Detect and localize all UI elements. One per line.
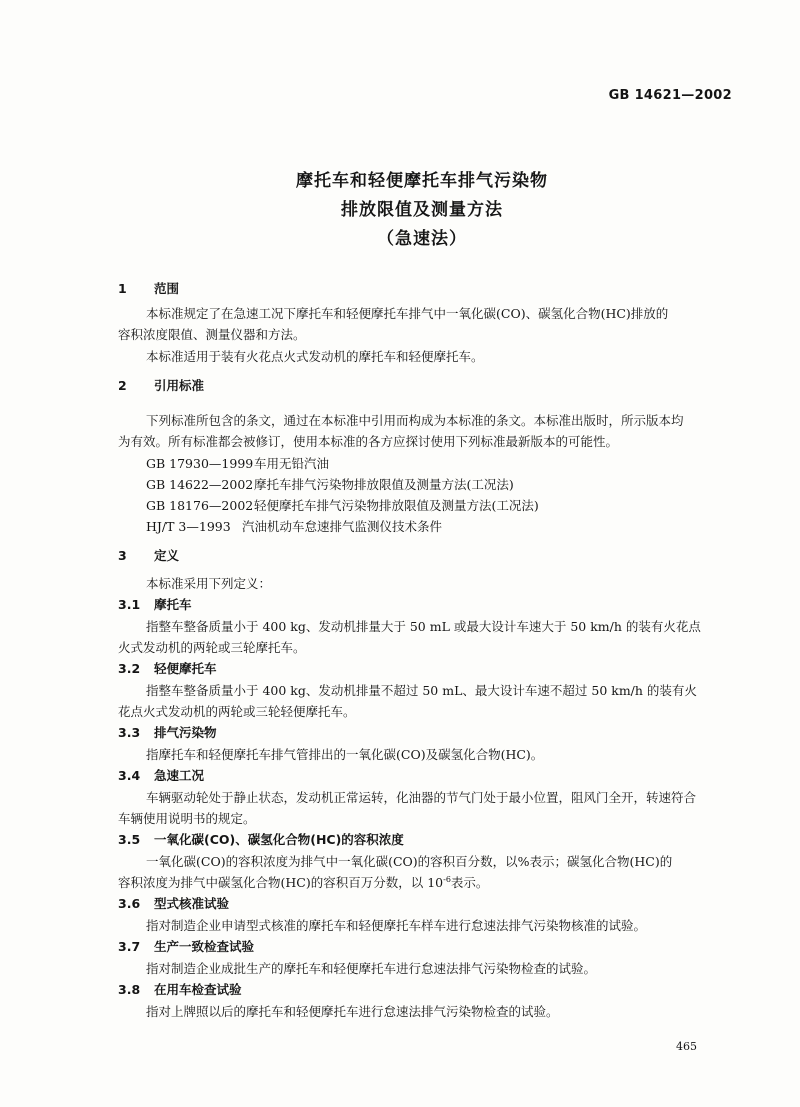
definition-number: 3.5 [118,832,141,847]
definition-number: 3.4 [118,768,141,783]
reference-code: GB 14622—2002 [146,477,254,492]
section-title: 范围 [154,281,180,296]
definition-term: 生产一致检查试验 [154,939,255,954]
reference-name: 汽油机动车怠速排气监测仪技术条件 [242,519,443,534]
title-line-3: （急速法） [377,229,467,249]
section-title: 引用标准 [154,378,205,393]
paragraph-line: 花点火式发动机的两轮或三轮轻便摩托车。 [118,704,356,719]
definition-number: 3.3 [118,725,141,740]
definition-number: 3.8 [118,982,141,997]
page-number: 465 [676,1040,697,1053]
reference-item [146,456,329,472]
section-title: 定义 [154,548,180,563]
superscript-exponent: -6 [443,875,451,884]
paragraph-line: 车辆使用说明书的规定。 [118,811,256,826]
paragraph-line: 一氧化碳(CO)的容积浓度为排气中一氧化碳(CO)的容积百分数，以%表示；碳氢化合物(HC)的 [146,854,673,869]
definition-3-2-heading [118,661,217,677]
title-line-1: 摩托车和轻便摩托车排气污染物 [296,171,548,191]
title-line-2: 排放限值及测量方法 [341,200,503,220]
text-run: 表示。 [450,875,489,890]
definition-number: 3.6 [118,896,141,911]
paragraph-line: 指对制造企业申请型式核准的摩托车和轻便摩托车样车进行怠速法排气污染物核准的试验。 [146,918,647,933]
definition-term: 轻便摩托车 [154,661,217,676]
definition-term: 摩托车 [154,597,192,612]
definition-term: 在用车检查试验 [154,982,242,997]
paragraph-line: 指摩托车和轻便摩托车排气管排出的一氧化碳(CO)及碳氢化合物(HC)。 [146,747,544,762]
definition-3-3-heading [118,725,217,741]
paragraph-line: 指整车整备质量小于 400 kg、发动机排量大于 50 mL 或最大设计车速大于 50 km/h 的装有火花点 [146,619,701,634]
reference-code: GB 18176—2002 [146,498,254,513]
reference-item [146,477,514,493]
definition-number: 3.1 [118,597,141,612]
section-number: 2 [118,378,127,393]
section-number: 1 [118,281,127,296]
definition-term: 一氧化碳(CO)、碳氢化合物(HC)的容积浓度 [154,832,404,847]
paragraph-line: 容积浓度限值、测量仪器和方法。 [118,327,306,342]
paragraph-line: 下列标准所包含的条文，通过在本标准中引用而构成为本标准的条文。本标准出版时，所示版本均 [146,413,684,428]
definition-number: 3.7 [118,939,141,954]
paragraph-line: 本标准适用于装有火花点火式发动机的摩托车和轻便摩托车。 [146,349,484,364]
section-number: 3 [118,548,127,563]
definition-number: 3.2 [118,661,141,676]
definition-3-4-heading [118,768,204,784]
paragraph-line: 本标准规定了在急速工况下摩托车和轻便摩托车排气中一氧化碳(CO)、碳氢化合物(HC)排放的 [146,306,669,321]
paragraph-line: 本标准采用下列定义： [146,576,272,591]
reference-name: 车用无铅汽油 [254,456,330,471]
definition-3-6-heading [118,896,229,912]
reference-code: HJ/T 3—1993 [146,519,231,534]
definition-3-8-heading [118,982,242,998]
paragraph-line: 车辆驱动轮处于静止状态，发动机正常运转，化油器的节气门处于最小位置，阻风门全开，转速符合 [146,790,697,805]
section-3-heading [118,548,179,564]
reference-item [146,519,442,535]
reference-name: 轻便摩托车排气污染物排放限值及测量方法(工况法) [254,498,539,513]
reference-item [146,498,539,514]
definition-term: 急速工况 [154,768,205,783]
paragraph-line: 指整车整备质量小于 400 kg、发动机排量不超过 50 mL、最大设计车速不超过 50 km/h 的装有火 [146,683,697,698]
paragraph-line [118,875,488,891]
reference-code: GB 17930—1999 [146,456,254,471]
definition-term: 型式核准试验 [154,896,230,911]
definition-3-5-heading [118,832,404,848]
definition-3-7-heading [118,939,254,955]
paragraph-line: 指对制造企业成批生产的摩托车和轻便摩托车进行怠速法排气污染物检查的试验。 [146,961,597,976]
text-run: 容积浓度为排气中碳氢化合物(HC)的容积百万分数，以 10 [118,875,444,890]
paragraph-line: 火式发动机的两轮或三轮摩托车。 [118,640,306,655]
reference-name: 摩托车排气污染物排放限值及测量方法(工况法) [254,477,514,492]
definition-3-1-heading [118,597,192,613]
section-1-heading [118,281,179,297]
paragraph-line: 为有效。所有标准都会被修订，使用本标准的各方应探讨使用下列标准最新版本的可能性。 [118,434,619,449]
section-2-heading [118,378,204,394]
definition-term: 排气污染物 [154,725,217,740]
paragraph-line: 指对上牌照以后的摩托车和轻便摩托车进行怠速法排气污染物检查的试验。 [146,1004,559,1019]
standard-code: GB 14621—2002 [608,88,732,103]
